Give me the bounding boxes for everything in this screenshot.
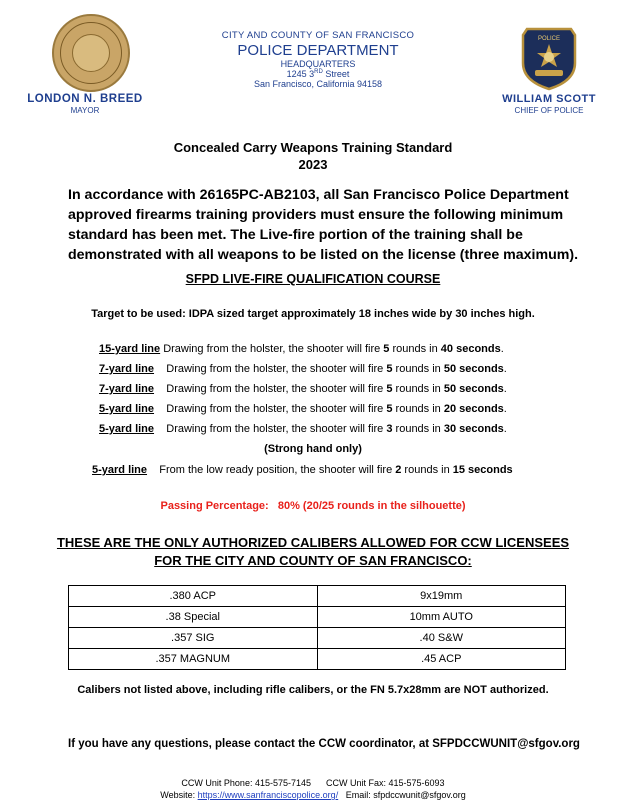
city-seal-icon bbox=[52, 14, 130, 92]
drill-line: 5-yard line Drawing from the holster, the shooter will fire 3 rounds in 30 seconds. bbox=[99, 423, 507, 435]
table-cell: .38 Special bbox=[69, 607, 318, 628]
drill-line: 5-yard line From the low ready position, the shooter will fire 2 rounds in 15 seconds bbox=[92, 464, 513, 476]
calibers-table bbox=[68, 585, 566, 670]
footer-contact bbox=[0, 778, 626, 788]
letterhead bbox=[190, 30, 446, 89]
course-title: SFPD LIVE-FIRE QUALIFICATION COURSE bbox=[185, 272, 441, 286]
department-name: POLICE DEPARTMENT bbox=[237, 42, 399, 59]
table-cell: .357 MAGNUM bbox=[69, 649, 318, 670]
footer-email: Email: sfpdccwunit@sfgov.org bbox=[345, 790, 466, 800]
chief-name: WILLIAM SCOTT bbox=[502, 93, 596, 105]
footer-web bbox=[0, 790, 626, 800]
intro-paragraph: In accordance with 26165PC-AB2103, all San Francisco Police Department approved firearms training providers must ensure the following minimum standard has been met. The Live-fire portion of the training shall be demonstrated with all weapons to be listed on the license (three maximum). bbox=[68, 187, 579, 263]
drill-line: 5-yard line Drawing from the holster, the shooter will fire 5 rounds in 20 seconds. bbox=[99, 403, 507, 415]
footer-fax: CCW Unit Fax: 415-575-6093 bbox=[326, 778, 445, 788]
passing-percentage: Passing Percentage: 80% (20/25 rounds in the silhouette) bbox=[160, 500, 466, 512]
calibers-heading-line-2: FOR THE CITY AND COUNTY OF SAN FRANCISCO: bbox=[154, 553, 472, 568]
target-description: Target to be used: IDPA sized target approximately 18 inches wide by 30 inches high. bbox=[91, 308, 535, 320]
website-label: Website: bbox=[160, 790, 198, 800]
headquarters-label: HEADQUARTERS bbox=[280, 59, 356, 69]
drill-line: 7-yard line Drawing from the holster, the shooter will fire 5 rounds in 50 seconds. bbox=[99, 383, 507, 395]
table-cell: .40 S&W bbox=[317, 628, 566, 649]
title-year: 2023 bbox=[298, 157, 328, 172]
not-authorized-note: Calibers not listed above, including rifle calibers, or the FN 5.7x28mm are NOT authorized. bbox=[77, 684, 549, 696]
drill-line: 7-yard line Drawing from the holster, the shooter will fire 5 rounds in 50 seconds. bbox=[99, 363, 507, 375]
table-row bbox=[69, 586, 566, 607]
footer-phone: CCW Unit Phone: 415-575-7145 bbox=[181, 778, 311, 788]
badge-text: POLICE bbox=[537, 36, 561, 42]
website-link[interactable]: https://www.sanfranciscopolice.org/ bbox=[197, 790, 339, 800]
drill-line: 15-yard line Drawing from the holster, the shooter will fire 5 rounds in 40 seconds. bbox=[99, 343, 504, 355]
chief-title: CHIEF OF POLICE bbox=[514, 106, 584, 115]
city-line: CITY AND COUNTY OF SAN FRANCISCO bbox=[221, 30, 415, 41]
table-cell: .45 ACP bbox=[317, 649, 566, 670]
street-address: 1245 3RD Street bbox=[286, 69, 350, 79]
table-cell: .380 ACP bbox=[69, 586, 318, 607]
mayor-name: LONDON N. BREED bbox=[27, 93, 143, 105]
calibers-heading bbox=[0, 534, 626, 570]
table-cell: 10mm AUTO bbox=[317, 607, 566, 628]
questions-contact: If you have any questions, please contact the CCW coordinator, at SFPDCCWUNIT@sfgov.org bbox=[68, 738, 580, 750]
document-title bbox=[0, 139, 626, 173]
calibers-heading-line-1: THESE ARE THE ONLY AUTHORIZED CALIBERS ALLOWED FOR CCW LICENSEES bbox=[56, 535, 570, 550]
table-row bbox=[69, 649, 566, 670]
strong-hand-note: (Strong hand only) bbox=[264, 443, 362, 455]
table-row bbox=[69, 607, 566, 628]
table-cell: .357 SIG bbox=[69, 628, 318, 649]
police-badge-icon bbox=[521, 25, 577, 91]
title-line-1: Concealed Carry Weapons Training Standard bbox=[173, 140, 453, 155]
table-row bbox=[69, 628, 566, 649]
mayor-title: MAYOR bbox=[70, 106, 100, 115]
table-cell: 9x19mm bbox=[317, 586, 566, 607]
city-state-zip: San Francisco, California 94158 bbox=[253, 79, 383, 89]
